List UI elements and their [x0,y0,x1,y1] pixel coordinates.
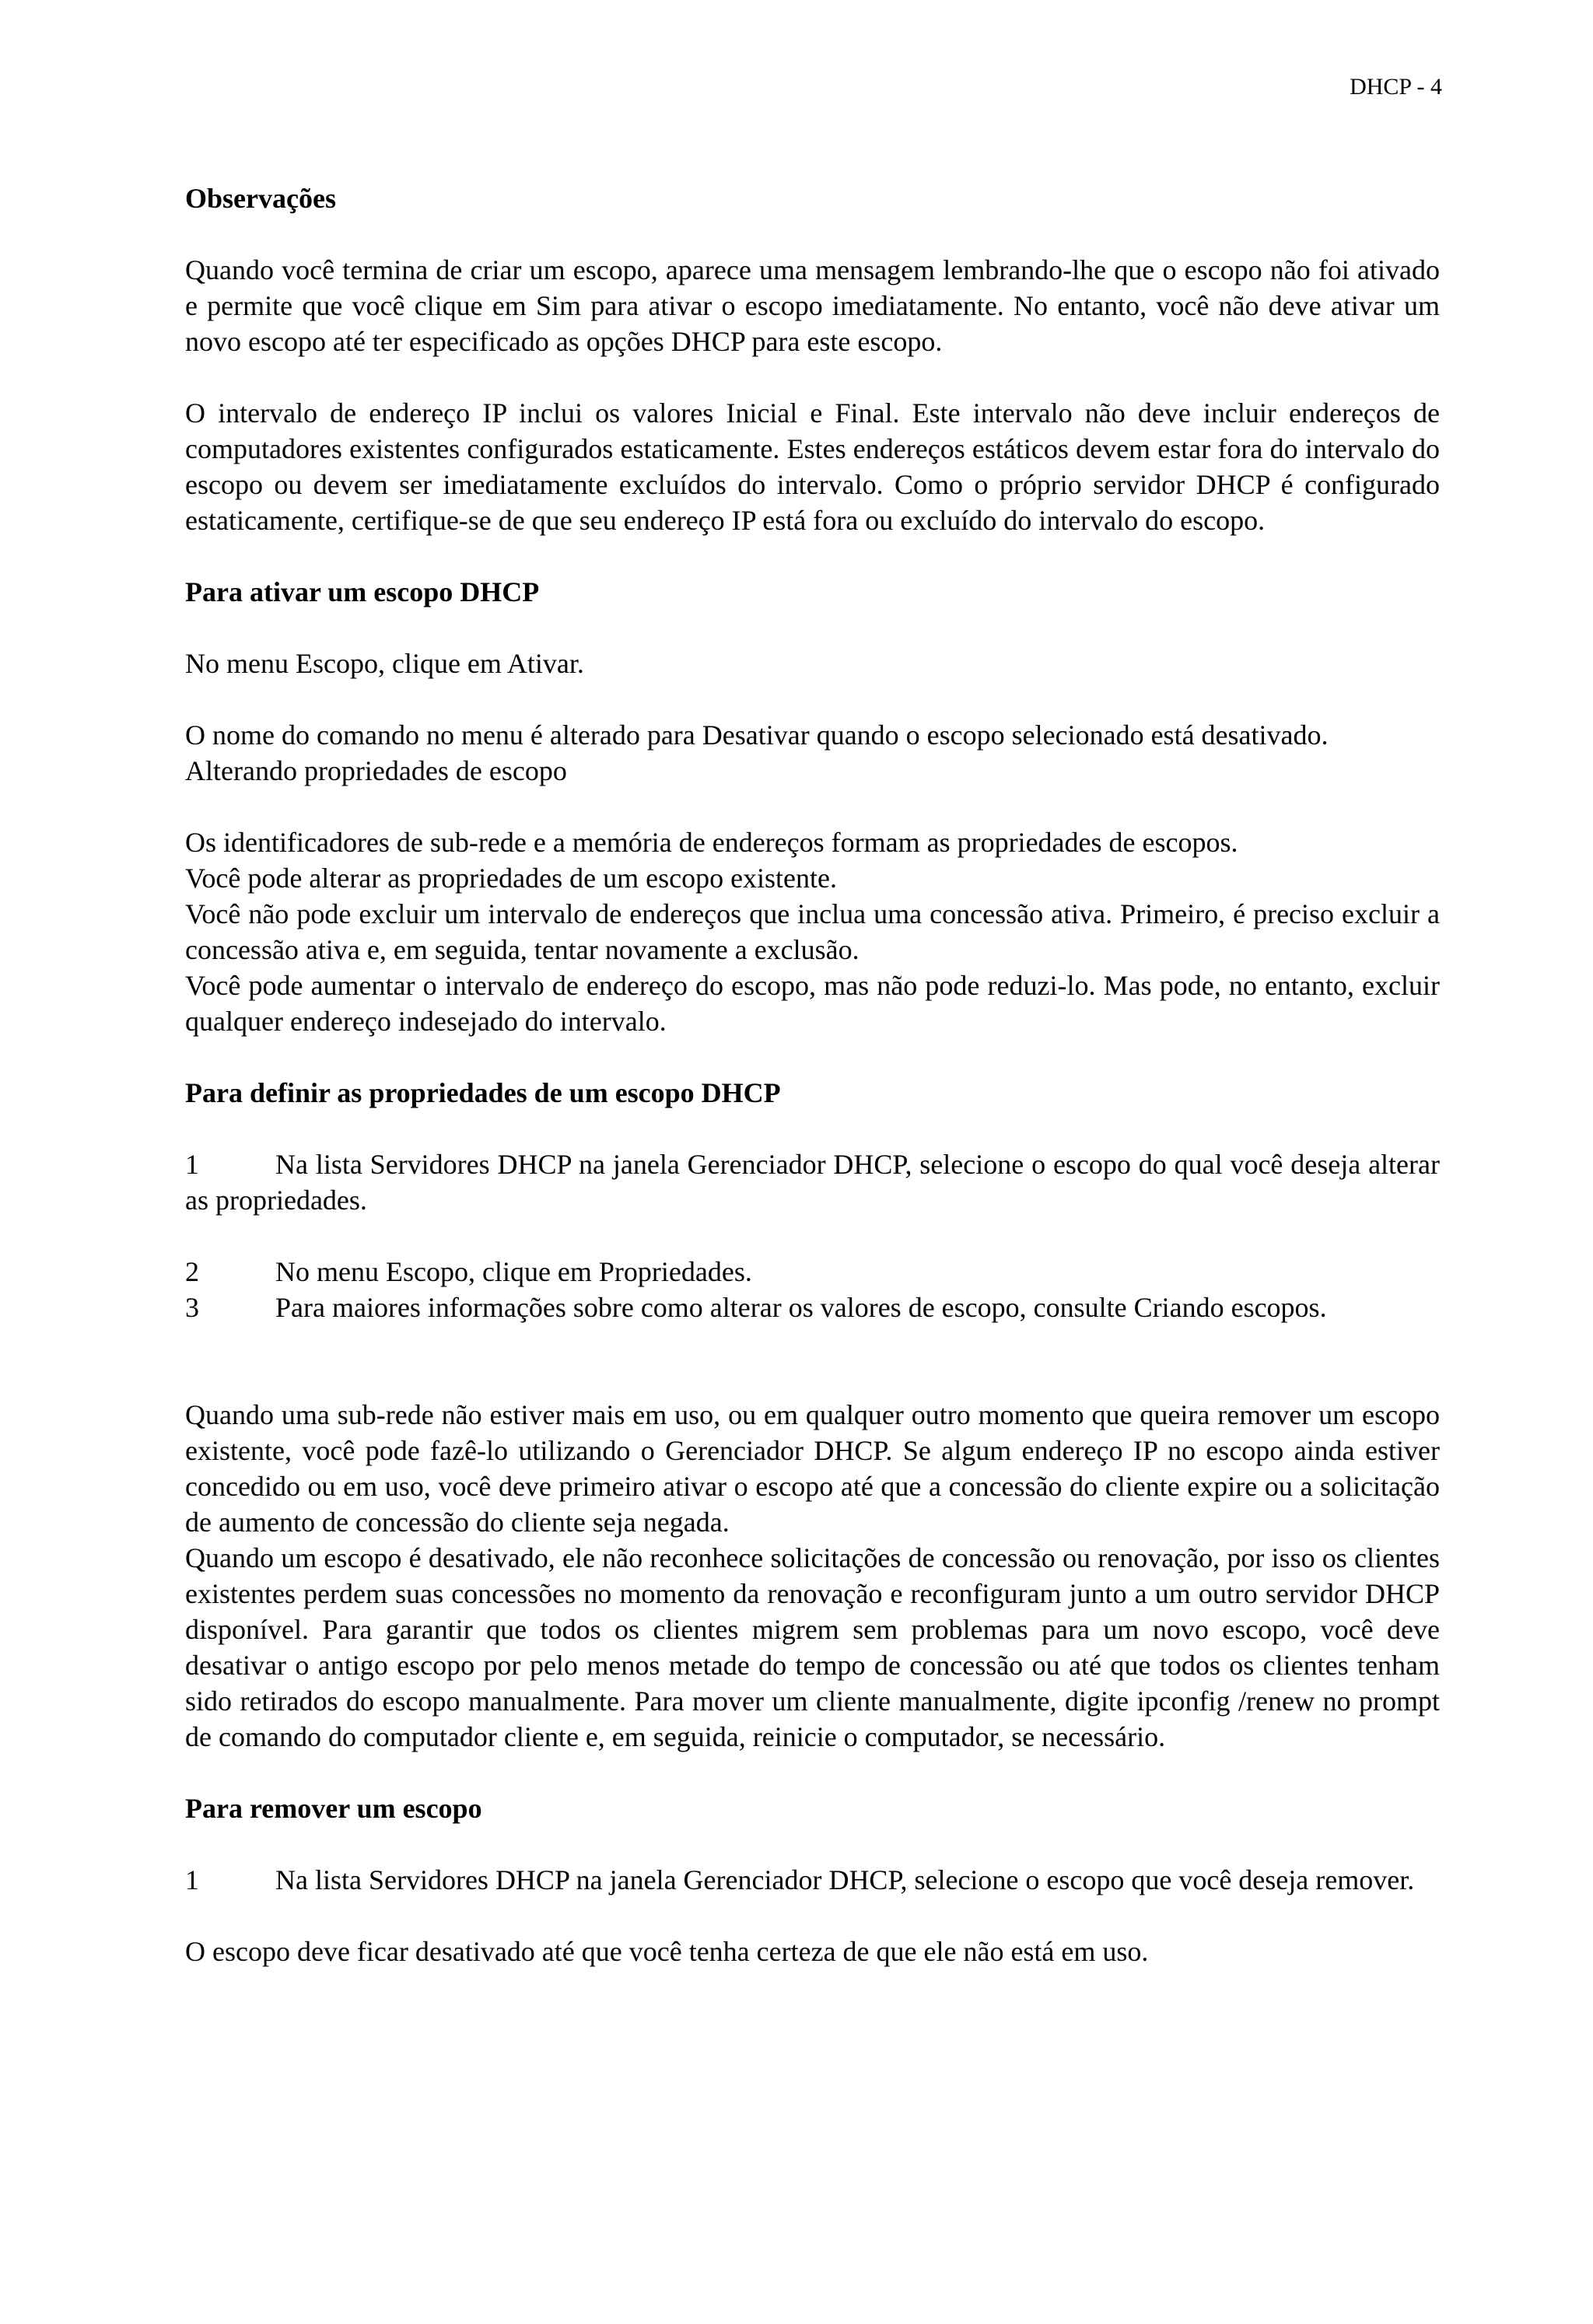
paragraph-remove-2: Quando um escopo é desativado, ele não reconhece solicitações de concessão ou renovação, por isso os clientes existentes perdem suas concessões no momento da renovação e reconfiguram junto a um outro servidor DHCP disponível. Para garantir que todos os clientes migrem sem problemas para um novo escopo, você deve desativar o antigo escopo por pelo menos metade do tempo de concessão ou até que todos os clientes tenham sido retirados do escopo manualmente. Para mover um cliente manualmente, digite ipconfig /renew no prompt de comando do computador cliente e, em seguida, reinicie o computador, se necessário. [185,1542,1440,1752]
section-heading-remover: Para remover um escopo [185,1793,482,1824]
numbered-step [185,1146,1440,1218]
paragraph-ativar-2: O nome do comando no menu é alterado para Desativar quando o escopo selecionado está desativado. [185,719,1329,751]
paragraph-obs-1: Quando você termina de criar um escopo, aparece uma mensagem lembrando-lhe que o escopo não foi ativado e permite que você clique em Sim para ativar o escopo imediatamente. No entanto, você não deve ativar um novo escopo até ter especificado as opções DHCP para este escopo. [185,254,1440,357]
paragraph-props-1: Os identificadores de sub-rede e a memória de endereços formam as propriedades de escopos. [185,827,1238,858]
section-heading-definir: Para definir as propriedades de um escopo DHCP [185,1077,781,1108]
section-heading-ativar: Para ativar um escopo DHCP [185,576,540,607]
paragraph-ativar-1: No menu Escopo, clique em Ativar. [185,648,584,679]
step-text: Na lista Servidores DHCP na janela Gerenciador DHCP, selecione o escopo que você deseja remover. [275,1864,1415,1895]
page-header: DHCP - 4 [1350,74,1442,100]
step-number: 3 [185,1292,199,1323]
step-number: 1 [185,1864,199,1895]
step-number: 1 [185,1149,199,1180]
section-heading-observacoes: Observações [185,183,336,214]
paragraph-props-4: Você pode aumentar o intervalo de endereço do escopo, mas não pode reduzi-lo. Mas pode, no entanto, excluir qualquer endereço indesejado do intervalo. [185,970,1440,1037]
document-body [185,180,1440,1969]
numbered-step [185,1254,1440,1290]
step-number: 2 [185,1256,199,1287]
numbered-step [185,1862,1440,1898]
paragraph-final: O escopo deve ficar desativado até que você tenha certeza de que ele não está em uso. [185,1936,1149,1967]
step-text: Na lista Servidores DHCP na janela Gerenciador DHCP, selecione o escopo do qual você deseja alterar as propriedades. [185,1149,1440,1216]
paragraph-remove-1: Quando uma sub-rede não estiver mais em uso, ou em qualquer outro momento que queira remover um escopo existente, você pode fazê-lo utilizando o Gerenciador DHCP. Se algum endereço IP no escopo ainda estiver concedido ou em uso, você deve primeiro ativar o escopo até que a concessão do cliente expire ou a solicitação de aumento de concessão do cliente seja negada. [185,1399,1440,1538]
paragraph-alterando: Alterando propriedades de escopo [185,755,567,786]
paragraph-obs-2: O intervalo de endereço IP inclui os valores Inicial e Final. Este intervalo não deve incluir endereços de computadores existentes configurados estaticamente. Estes endereços estáticos devem estar fora do intervalo do escopo ou devem ser imediatamente excluídos do intervalo. Como o próprio servidor DHCP é configurado estaticamente, certifique-se de que seu endereço IP está fora ou excluído do intervalo do escopo. [185,397,1440,536]
numbered-step [185,1290,1440,1325]
paragraph-props-3: Você não pode excluir um intervalo de endereços que inclua uma concessão ativa. Primeiro, é preciso excluir a concessão ativa e, em seguida, tentar novamente a exclusão. [185,898,1440,965]
step-text: No menu Escopo, clique em Propriedades. [275,1256,752,1287]
paragraph-props-2: Você pode alterar as propriedades de um escopo existente. [185,863,838,894]
step-text: Para maiores informações sobre como alterar os valores de escopo, consulte Criando escopos. [275,1292,1327,1323]
